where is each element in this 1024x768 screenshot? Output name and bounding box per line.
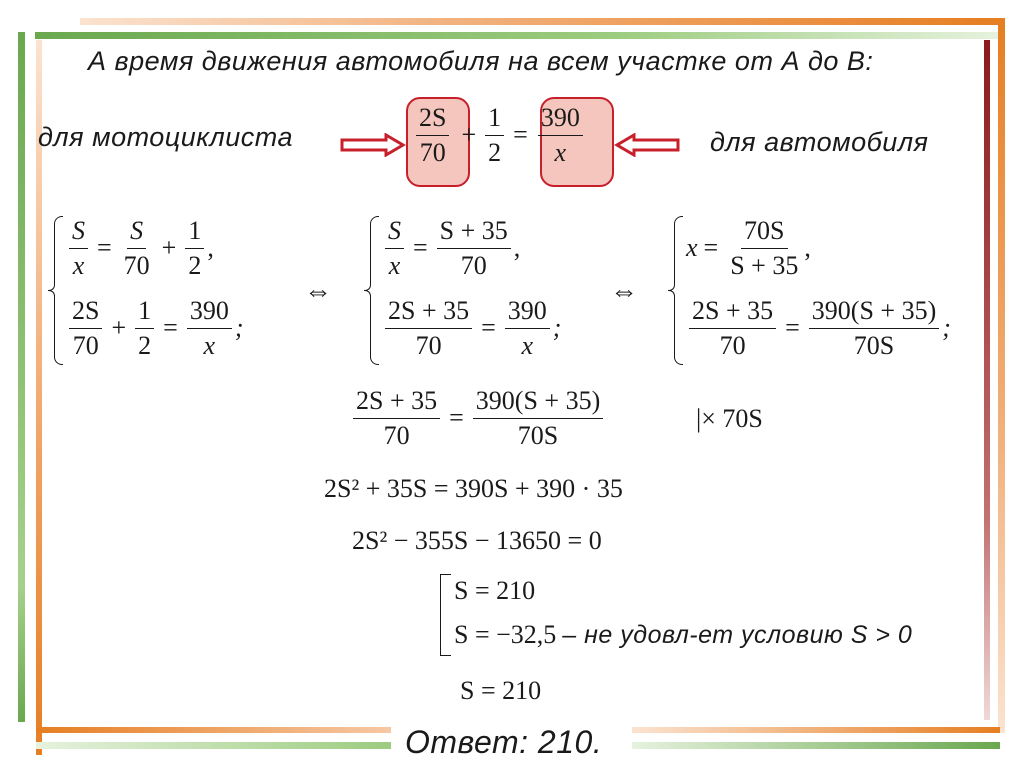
frame-top-green-bar — [35, 32, 1000, 39]
frame-bottom-left-green-bar — [36, 742, 391, 749]
system-3 — [672, 212, 1002, 372]
fraction-denominator: x — [388, 250, 401, 280]
punctuation: , — [804, 233, 811, 263]
system-1 — [52, 212, 292, 372]
root-1: S = 210 — [454, 576, 536, 605]
system-1-line-2: $\frac{2S}{70}$ + $\frac{1}{2}$ = $\frac{390}{x}$ ; — [66, 296, 243, 361]
fraction-moto — [416, 103, 449, 168]
step-1-multiplier: |× 70S — [696, 404, 763, 433]
fraction-denominator: 2 — [138, 330, 152, 360]
fraction-numerator: 1 — [135, 296, 154, 329]
step-2-equation: 2S² + 35S = 390S + 390 · 35 — [324, 474, 623, 503]
punctuation: ; — [552, 313, 562, 343]
frame-top-orange-bar — [80, 18, 1000, 25]
fraction-denominator: 70 — [123, 250, 150, 280]
main-equation — [413, 103, 586, 168]
label-motorcyclist: для мотоциклиста — [38, 122, 293, 152]
fraction-numerator: 390 — [505, 296, 550, 329]
fraction-denominator: 70S — [517, 420, 559, 450]
frame-right-orange-bar — [998, 18, 1005, 733]
fraction-numerator: 390 — [187, 296, 232, 329]
fraction-numerator: 390 — [538, 103, 583, 136]
root-2-note: – не удовл-ет условию S > 0 — [562, 620, 913, 649]
fraction-denominator: 2 — [488, 137, 502, 167]
heading: А время движения автомобиля на всем участке от А до В: — [88, 46, 874, 76]
arrow-right-icon — [340, 133, 406, 157]
equals-sign: = — [513, 120, 528, 150]
fraction-denominator: 70 — [383, 420, 410, 450]
label-car: для автомобиля — [710, 127, 929, 157]
punctuation: ; — [234, 313, 244, 343]
fraction-numerator: 2S + 35 — [689, 296, 776, 329]
final-result: S = 210 — [460, 676, 542, 705]
fraction-denominator: S + 35 — [730, 250, 799, 280]
fraction-numerator: 2S — [69, 296, 102, 329]
punctuation: , — [513, 233, 521, 263]
frame-bottom-right-orange-bar — [632, 727, 1000, 733]
system-2-line-1: $\frac{S}{x}$ = $\frac{S + 35}{70}$ , — [382, 216, 520, 281]
fraction-numerator: 2S — [416, 103, 449, 136]
arrow-left-icon — [614, 133, 680, 157]
equivalence-sign-2: ⇔ — [610, 276, 638, 307]
fraction-numerator: 390(S + 35) — [473, 386, 603, 419]
root-2-math: S = −32,5 — [454, 620, 557, 649]
fraction-denominator: 70S — [853, 330, 895, 360]
fraction-numerator: S — [69, 216, 88, 249]
system-3-line-1: x = $\frac{70S}{S + 35}$ , — [686, 216, 811, 280]
fraction-car — [538, 103, 583, 168]
fraction-half — [485, 103, 504, 168]
fraction-denominator: x — [203, 330, 216, 360]
system-2 — [368, 212, 608, 372]
fraction-numerator: 390(S + 35) — [809, 296, 939, 329]
frame-left-green-bar — [18, 32, 25, 722]
fraction-numerator: 2S + 35 — [385, 296, 472, 329]
answer: Ответ: 210. — [405, 724, 603, 760]
system-1-line-1: $\frac{S}{x}$ = $\frac{S}{70}$ + $\frac{1}{2}$ , — [66, 216, 214, 281]
variable-x: x — [686, 233, 698, 263]
fraction-numerator: S — [127, 216, 146, 249]
plus-sign: + — [461, 120, 477, 150]
fraction-denominator: 70 — [719, 330, 746, 360]
frame-bottom-left-orange-bar — [36, 727, 391, 733]
fraction-denominator: x — [554, 137, 567, 167]
fraction-denominator: 70 — [415, 330, 442, 360]
fraction-denominator: 70 — [419, 137, 446, 167]
fraction-numerator: 70S — [741, 216, 787, 249]
step-1-equation: $\frac{2S + 35}{70}$ = $\frac{390(S + 35)}{70S}$ — [350, 386, 606, 451]
fraction-denominator: 70 — [460, 250, 487, 280]
equivalence-sign-1: ⇔ — [304, 276, 332, 307]
fraction-denominator: x — [521, 330, 534, 360]
roots-bracket — [440, 574, 451, 656]
fraction-denominator: x — [72, 250, 85, 280]
system-3-line-2: $\frac{2S + 35}{70}$ = $\frac{390(S + 35)}{70S}$ ; — [686, 296, 951, 361]
frame-bottom-right-green-bar — [632, 742, 1000, 749]
fraction-numerator: 1 — [485, 103, 504, 136]
fraction-numerator: S — [385, 216, 404, 249]
fraction-numerator: S + 35 — [437, 216, 511, 249]
frame-right-darkred-bar — [984, 40, 990, 720]
system-2-line-2: $\frac{2S + 35}{70}$ = $\frac{390}{x}$ ; — [382, 296, 561, 361]
fraction-denominator: 2 — [188, 250, 202, 280]
fraction-denominator: 70 — [72, 330, 99, 360]
step-3-equation: 2S² − 355S − 13650 = 0 — [352, 526, 602, 555]
fraction-numerator: 1 — [185, 216, 204, 249]
root-2 — [454, 620, 912, 650]
punctuation: ; — [942, 313, 951, 343]
punctuation: , — [207, 233, 214, 263]
fraction-numerator: 2S + 35 — [353, 386, 440, 419]
